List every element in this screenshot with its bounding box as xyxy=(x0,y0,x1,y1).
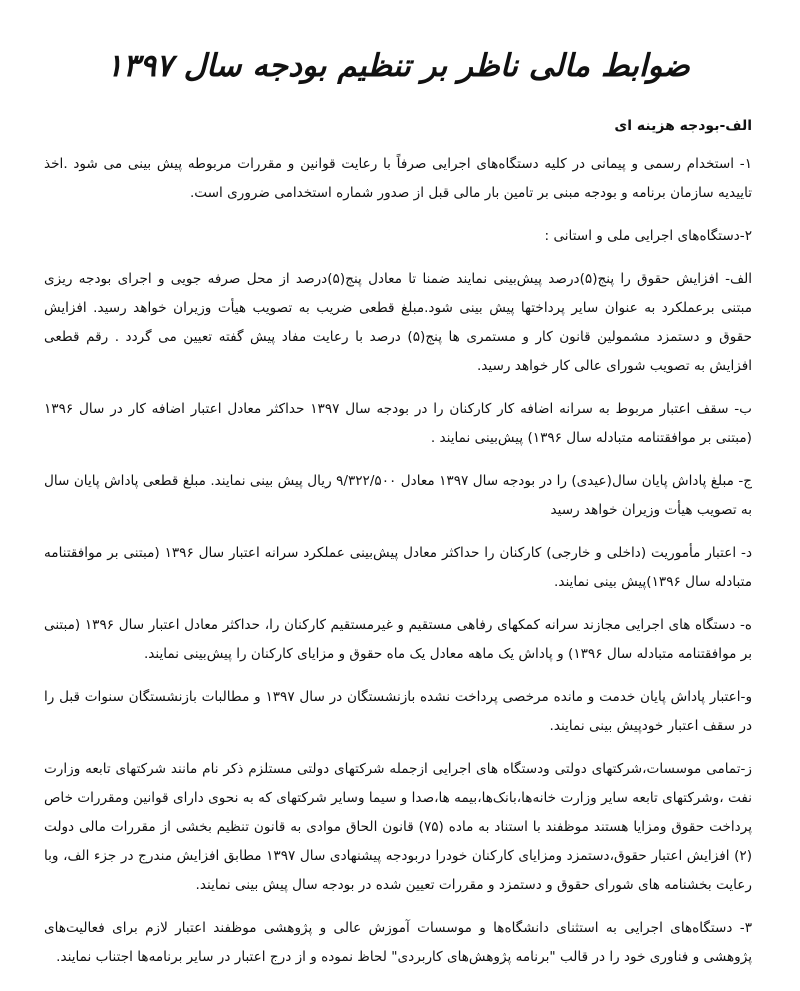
paragraph-agencies-heading: ۲-دستگاه‌های اجرایی ملی و استانی : xyxy=(544,228,752,244)
paragraph-research: ۳- دستگاه‌های اجرایی به استثنای دانشگاه‌ها و موسسات آموزش عالی و پژوهشی موظفند اعتبار لازم برای فعالیت‌های پژوهشی و فناوری خود را در قالب "برنامه پژوهش‌های کاربردی" لحاظ نموده و از درج اعتبار در سایر برنامه‌ها اجتناب نمایند. xyxy=(44,920,752,965)
paragraph-alef-salary: الف- افزایش حقوق را پنج(۵)درصد پیش‌بینی نمایند ضمنا تا معادل پنج(۵)درصد از محل صرفه جویی و اجرای بودجه ریزی مبتنی برعملکرد به عنوان سایر پرداختها پیش بینی شود.مبلغ قطعی ضریب به تصویب هیأت وزیران خواهد رسید. افزایش حقوق و دستمزد مشمولین قانون کار و مستمری ها پنج(۵) درصد با رعایت مفاد پیش گفته تعیین می گردد . رقم قطعی افزایش به تصویب شورای عالی کار خواهد رسید. xyxy=(44,271,752,374)
document-title: ضوابط مالی ناظر بر تنظیم بودجه سال ۱۳۹۷ xyxy=(106,48,690,84)
section-a-heading: الف-بودجه هزینه ای xyxy=(614,118,752,134)
paragraph-be-overtime: ب- سقف اعتبار مربوط به سرانه اضافه کار کارکنان را در بودجه سال ۱۳۹۷ حداکثر معادل اعتبار اضافه کار در سال ۱۳۹۶ (مبتنی بر موافقتنامه متبادله سال ۱۳۹۶) پیش‌بینی نمایند . xyxy=(44,401,752,446)
paragraph-ze-institutions: ز-تمامی موسسات،شرکتهای دولتی ودستگاه های اجرایی ازجمله شرکتهای دولتی مستلزم ذکر نام مانند شرکتهای تابعه وزارت نفت ،وشرکتهای تابعه سایر وزارت خانه‌ها،بانک‌ها،بیمه ها،صدا و سیما وسایر شرکتهای که به نحوی دارای قوانین ومقررات خاص پرداخت حقوق ومزایا هستند موظفند با استناد به ماده (۷۵) قانون الحاق موادی به قانون تنظیم بخشی از مقررات مالی دولت (۲) افزایش اعتبار حقوق،دستمزد ومزایای کارکنان خودرا دربودجه پیشنهادی سال ۱۳۹۷ مطابق افزایش مندرج در جزء الف، وبا رعایت بخشنامه های شورای حقوق و دستمزد و مقررات تعیین شده در بودجه سال پیش بینی نمایند. xyxy=(44,761,752,893)
paragraph-dal-mission: د- اعتبار مأموریت (داخلی و خارجی) کارکنان را حداکثر معادل پیش‌بینی عملکرد سرانه اعتبار سال ۱۳۹۶ (مبتنی بر موافقتنامه متبادله سال ۱۳۹۶)پیش بینی نمایند. xyxy=(44,545,752,590)
paragraph-vav-retirement: و-اعتبار پاداش پایان خدمت و مانده مرخصی پرداخت نشده بازنشستگان در سال ۱۳۹۷ و مطالبات بازنشستگان سنوات قبل را در سقف اعتبار خودپیش بینی نمایند. xyxy=(44,689,753,734)
paragraph-jim-bonus: ج- مبلغ پاداش پایان سال(عیدی) را در بودجه سال ۱۳۹۷ معادل ۹/۳۲۲/۵۰۰ ریال پیش بینی نمایند. مبلغ قطعی پاداش پایان سال به تصویب هیأت وزیران خواهد رسید xyxy=(44,473,753,518)
paragraph-he-welfare: ه- دستگاه های اجرایی مجازند سرانه کمکهای رفاهی مستقیم و غیرمستقیم کارکنان را، حداکثر معادل اعتبار سال ۱۳۹۶ (مبتنی بر موافقتنامه متبادله سال ۱۳۹۶) و پاداش یک ماهه معادل یک ماه حقوق و مزایای کارکنان را پیش‌بینی نمایند. xyxy=(44,617,753,662)
paragraph-employment: ۱- استخدام رسمی و پیمانی در کلیه دستگاه‌های اجرایی صرفاً با رعایت قوانین و مقررات مربوطه پیش بینی می شود .اخذ تاییدیه سازمان برنامه و بودجه مبنی بر تامین بار مالی قبل از صدور شماره استخدامی ضروری است. xyxy=(44,156,752,201)
